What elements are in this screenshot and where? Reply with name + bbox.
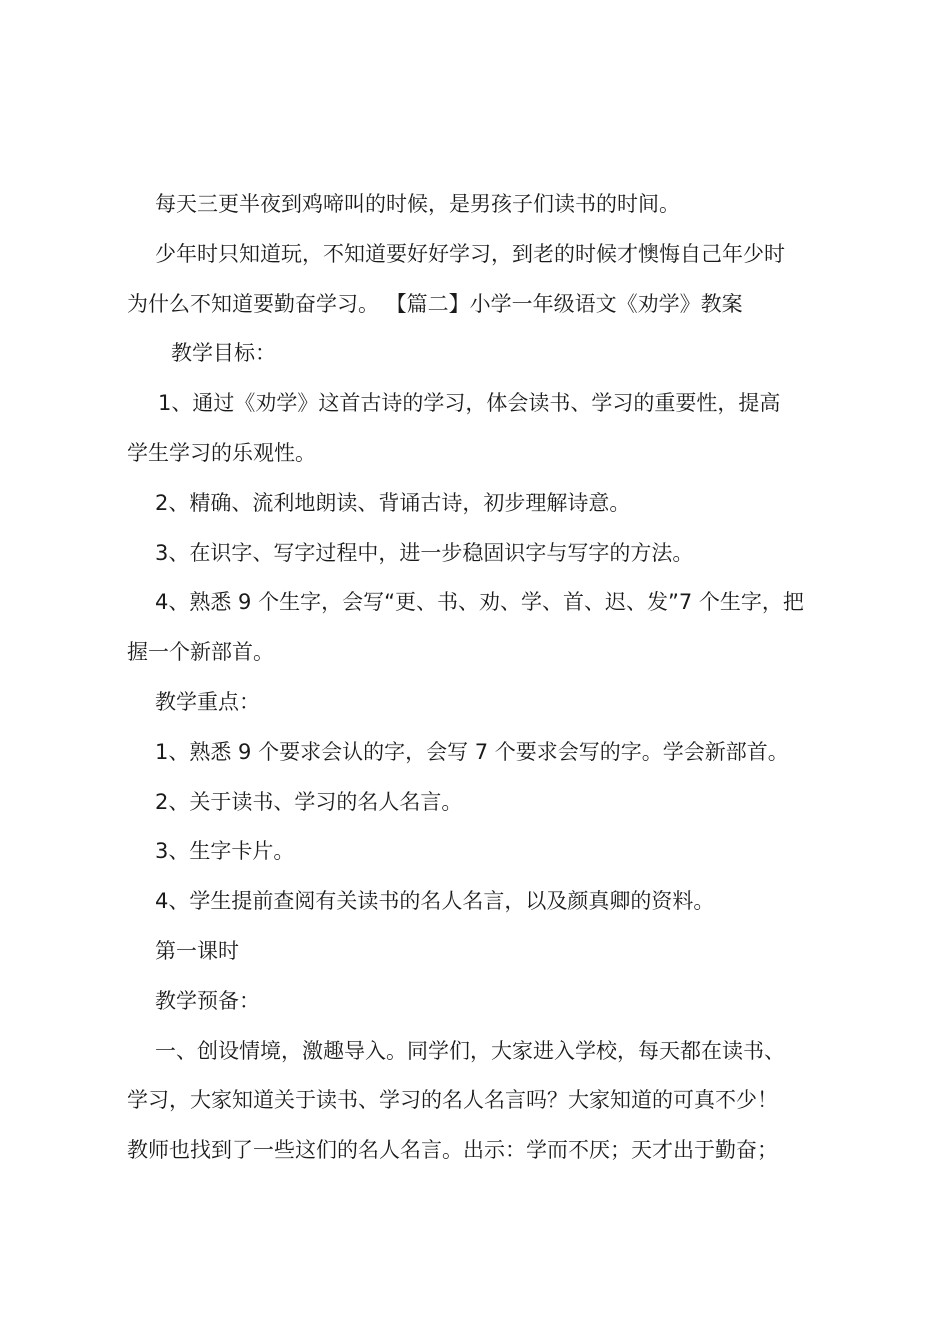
section-heading: 教学重点： bbox=[155, 689, 260, 714]
text-line: 3、在识字、写字过程中，进一步稳固识字与写字的方法。 bbox=[155, 540, 694, 565]
text-line: 教师也找到了一些这们的名人名言。出示：学而不厌；天才出于勤奋； bbox=[127, 1138, 778, 1163]
document-body bbox=[127, 180, 833, 1176]
section-heading: 教学预备： bbox=[155, 988, 260, 1013]
text-line: 2、关于读书、学习的名人名言。 bbox=[155, 789, 463, 814]
text-line: 4、熟悉 9 个生字，会写“更、书、劝、学、首、迟、发”7 个生字，把 bbox=[155, 590, 804, 615]
text-line: 少年时只知道玩，不知道要好好学习，到老的时候才懊悔自己年少时 bbox=[155, 241, 785, 266]
text-line: 一、创设情境，激趣导入。同学们，大家进入学校，每天都在读书、 bbox=[155, 1038, 785, 1063]
text-line: 每天三更半夜到鸡啼叫的时候，是男孩子们读书的时间。 bbox=[155, 192, 680, 216]
text-line: 4、学生提前查阅有关读书的名人名言，以及颜真卿的资料。 bbox=[155, 889, 715, 914]
text-line: 1、通过《劝学》这首古诗的学习，体会读书、学习的重要性，提高 bbox=[158, 391, 781, 416]
section-heading: 教学目标： bbox=[171, 341, 276, 366]
text-line: 3、生字卡片。 bbox=[155, 839, 295, 864]
text-line: 2、精确、流利地朗读、背诵古诗，初步理解诗意。 bbox=[155, 490, 631, 515]
section-heading: 第一课时 bbox=[155, 938, 239, 963]
text-line: 握一个新部首。 bbox=[127, 640, 274, 665]
text-line: 1、熟悉 9 个要求会认的字，会写 7 个要求会写的字。学会新部首。 bbox=[155, 739, 789, 764]
text-line: 学习，大家知道关于读书、学习的名人名言吗？大家知道的可真不少！ bbox=[127, 1088, 778, 1113]
text-line: 为什么不知道要勤奋学习。 【篇二】小学一年级语文《劝学》教案 bbox=[127, 291, 743, 316]
text-line: 学生学习的乐观性。 bbox=[127, 440, 316, 465]
